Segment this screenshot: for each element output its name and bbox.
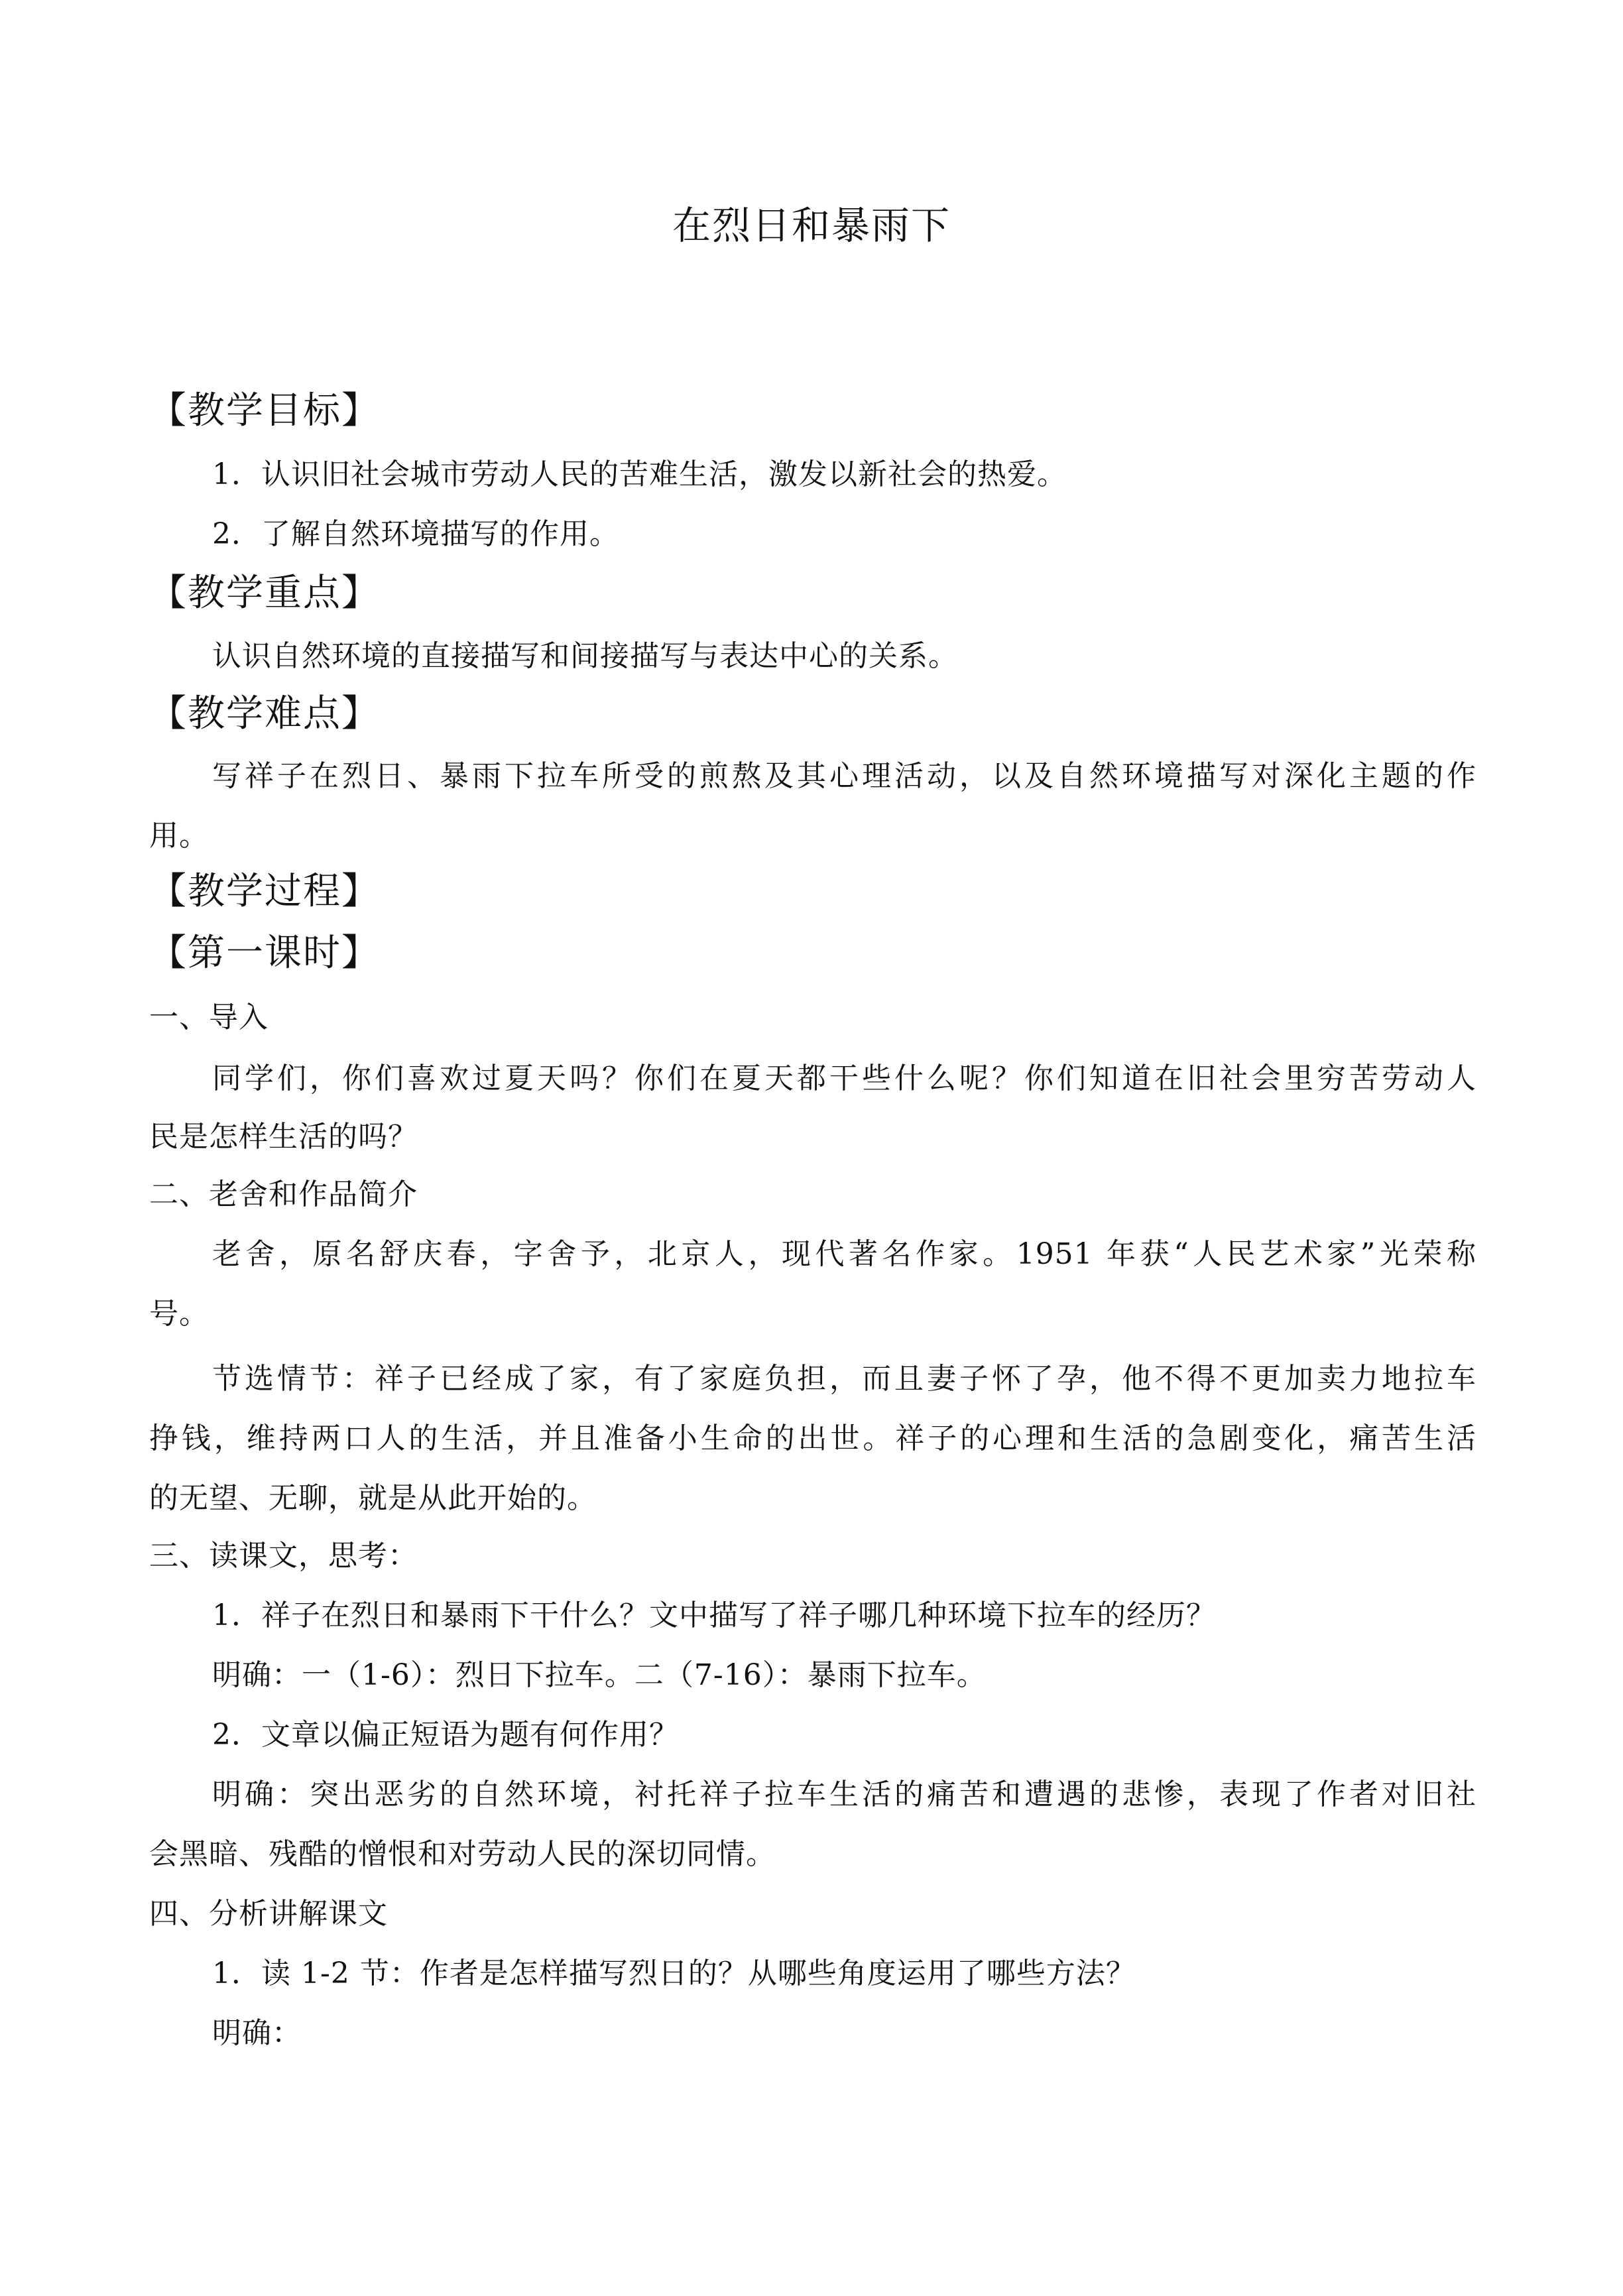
key-point-text: 认识自然环境的直接描写和间接描写与表达中心的关系。 xyxy=(212,639,958,673)
part1-heading: 一、导入 xyxy=(149,1000,269,1034)
objective-item-2: 2．了解自然环境描写的作用。 xyxy=(212,517,619,551)
part3-answer-2-line-2: 会黑暗、残酷的憎恨和对劳动人民的深切同情。 xyxy=(149,1837,776,1871)
part3-answer-2-line-1: 明确：突出恶劣的自然环境，衬托祥子拉车生活的痛苦和遭遇的悲惨，表现了作者对旧社 xyxy=(212,1778,1476,1811)
part2-intro-line-2: 号。 xyxy=(149,1297,209,1331)
part2-plot-line-3: 的无望、无聊，就是从此开始的。 xyxy=(149,1481,597,1515)
heading-first-lesson: 【第一课时】 xyxy=(149,932,380,975)
part3-question-2: 2．文章以偏正短语为题有何作用？ xyxy=(212,1718,679,1752)
objective-item-1: 1．认识旧社会城市劳动人民的苦难生活，激发以新社会的热爱。 xyxy=(212,457,1067,491)
part4-answer-1: 明确： xyxy=(212,2016,302,2050)
part1-text-line-1: 同学们，你们喜欢过夏天吗？你们在夏天都干些什么呢？你们知道在旧社会里穷苦劳动人 xyxy=(212,1061,1476,1095)
part3-answer-1: 明确：一（1-6）：烈日下拉车。二（7-16）：暴雨下拉车。 xyxy=(212,1658,987,1692)
part3-heading: 三、读课文，思考： xyxy=(149,1539,418,1573)
heading-key-points: 【教学重点】 xyxy=(149,572,380,615)
heading-objectives: 【教学目标】 xyxy=(149,389,380,432)
document-title: 在烈日和暴雨下 xyxy=(672,203,951,248)
part2-intro-line-1: 老舍，原名舒庆春，字舍予，北京人，现代著名作家。1951 年获“人民艺术家”光荣称 xyxy=(212,1237,1476,1271)
heading-difficulties: 【教学难点】 xyxy=(149,692,380,735)
part2-plot-line-1: 节选情节：祥子已经成了家，有了家庭负担，而且妻子怀了孕，他不得不更加卖力地拉车 xyxy=(212,1362,1476,1396)
difficulty-text-line-1: 写祥子在烈日、暴雨下拉车所受的煎熬及其心理活动，以及自然环境描写对深化主题的作 xyxy=(212,759,1476,793)
part2-plot-line-2: 挣钱，维持两口人的生活，并且准备小生命的出世。祥子的心理和生活的急剧变化，痛苦生活 xyxy=(149,1421,1476,1455)
part2-heading: 二、老舍和作品简介 xyxy=(149,1178,418,1211)
part4-question-1: 1．读 1-2 节：作者是怎样描写烈日的？从哪些角度运用了哪些方法？ xyxy=(212,1957,1136,1990)
part4-heading: 四、分析讲解课文 xyxy=(149,1897,388,1931)
part3-question-1: 1．祥子在烈日和暴雨下干什么？文中描写了祥子哪几种环境下拉车的经历？ xyxy=(212,1599,1216,1632)
heading-process: 【教学过程】 xyxy=(149,870,380,913)
difficulty-text-line-2: 用。 xyxy=(149,819,209,853)
part1-text-line-2: 民是怎样生活的吗？ xyxy=(149,1120,418,1154)
